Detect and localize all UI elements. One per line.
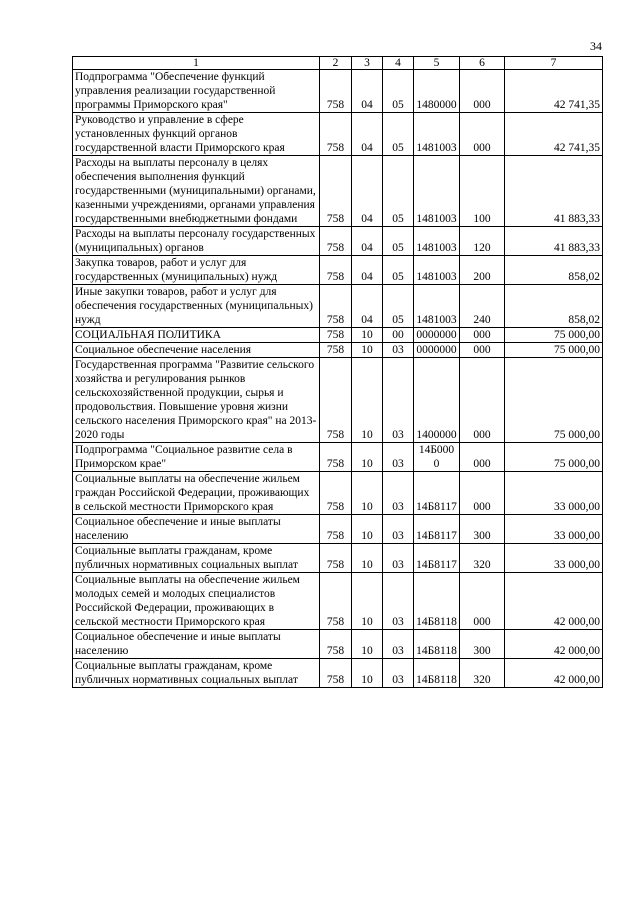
subsection-code-cell: 05 xyxy=(383,227,414,256)
ministry-code-cell: 758 xyxy=(320,256,352,285)
expense-type-code-cell: 000 xyxy=(460,573,505,630)
subsection-code-cell: 03 xyxy=(383,358,414,443)
amount-cell: 33 000,00 xyxy=(505,472,603,515)
column-header: 6 xyxy=(460,57,505,70)
table-row xyxy=(73,328,603,343)
ministry-code-cell: 758 xyxy=(320,515,352,544)
subsection-code-cell: 03 xyxy=(383,443,414,472)
expense-type-code-cell: 000 xyxy=(460,343,505,358)
subsection-code-cell: 03 xyxy=(383,573,414,630)
target-article-code-cell: 1481003 xyxy=(414,256,460,285)
section-code-cell: 10 xyxy=(352,328,383,343)
ministry-code-cell: 758 xyxy=(320,544,352,573)
target-article-code-cell: 1400000 xyxy=(414,358,460,443)
target-article-code-cell: 14Б8117 xyxy=(414,544,460,573)
subsection-code-cell: 05 xyxy=(383,156,414,227)
ministry-code-cell: 758 xyxy=(320,472,352,515)
amount-cell: 33 000,00 xyxy=(505,515,603,544)
section-code-cell: 10 xyxy=(352,630,383,659)
subsection-code-cell: 03 xyxy=(383,472,414,515)
expense-type-code-cell: 000 xyxy=(460,443,505,472)
section-code-cell: 10 xyxy=(352,573,383,630)
table-row xyxy=(73,659,603,688)
row-name-cell: Социальное обеспечение и иные выплаты населению xyxy=(73,515,320,544)
column-header: 1 xyxy=(73,57,320,70)
column-header: 4 xyxy=(383,57,414,70)
section-code-cell: 10 xyxy=(352,515,383,544)
target-article-code-cell: 1481003 xyxy=(414,156,460,227)
amount-cell: 75 000,00 xyxy=(505,328,603,343)
amount-cell: 858,02 xyxy=(505,285,603,328)
table-row xyxy=(73,544,603,573)
amount-cell: 33 000,00 xyxy=(505,544,603,573)
subsection-code-cell: 03 xyxy=(383,630,414,659)
amount-cell: 42 000,00 xyxy=(505,573,603,630)
row-name-cell: Подпрограмма "Обеспечение функций управления реализации государственной программы Приморского края" xyxy=(73,70,320,113)
subsection-code-cell: 00 xyxy=(383,328,414,343)
amount-cell: 41 883,33 xyxy=(505,227,603,256)
amount-cell: 42 741,35 xyxy=(505,70,603,113)
ministry-code-cell: 758 xyxy=(320,285,352,328)
subsection-code-cell: 05 xyxy=(383,113,414,156)
expense-type-code-cell: 000 xyxy=(460,328,505,343)
amount-cell: 858,02 xyxy=(505,256,603,285)
target-article-code-cell: 1481003 xyxy=(414,285,460,328)
subsection-code-cell: 03 xyxy=(383,544,414,573)
table-row xyxy=(73,573,603,630)
expense-type-code-cell: 320 xyxy=(460,544,505,573)
row-name-cell: Социальные выплаты на обеспечение жильем молодых семей и молодых специалистов Российской Федерации, проживающих в сельской местности Приморского края xyxy=(73,573,320,630)
section-code-cell: 04 xyxy=(352,70,383,113)
ministry-code-cell: 758 xyxy=(320,328,352,343)
section-code-cell: 10 xyxy=(352,358,383,443)
table-body xyxy=(73,70,603,688)
section-code-cell: 10 xyxy=(352,659,383,688)
expense-type-code-cell: 320 xyxy=(460,659,505,688)
amount-cell: 42 000,00 xyxy=(505,630,603,659)
column-header: 2 xyxy=(320,57,352,70)
row-name-cell: Иные закупки товаров, работ и услуг для обеспечения государственных (муниципальных) нужд xyxy=(73,285,320,328)
row-name-cell: Социальное обеспечение населения xyxy=(73,343,320,358)
row-name-cell: Государственная программа "Развитие сельского хозяйства и регулирования рынков сельскохозяйственной продукции, сырья и продовольствия. Повышение уровня жизни сельского населения Приморского края" на 2013-2020 годы xyxy=(73,358,320,443)
target-article-code-cell: 0000000 xyxy=(414,343,460,358)
target-article-code-cell: 14Б8117 xyxy=(414,515,460,544)
section-code-cell: 04 xyxy=(352,256,383,285)
section-code-cell: 04 xyxy=(352,113,383,156)
header-row xyxy=(73,57,603,70)
section-code-cell: 10 xyxy=(352,443,383,472)
subsection-code-cell: 05 xyxy=(383,256,414,285)
row-name-cell: Закупка товаров, работ и услуг для государственных (муниципальных) нужд xyxy=(73,256,320,285)
table-row xyxy=(73,472,603,515)
expense-type-code-cell: 200 xyxy=(460,256,505,285)
amount-cell: 75 000,00 xyxy=(505,443,603,472)
subsection-code-cell: 05 xyxy=(383,70,414,113)
table-row xyxy=(73,630,603,659)
row-name-cell: Подпрограмма "Социальное развитие села в Приморском крае" xyxy=(73,443,320,472)
section-code-cell: 10 xyxy=(352,544,383,573)
section-code-cell: 10 xyxy=(352,472,383,515)
expense-type-code-cell: 120 xyxy=(460,227,505,256)
expense-type-code-cell: 000 xyxy=(460,113,505,156)
target-article-code-cell: 14Б8118 xyxy=(414,630,460,659)
expense-type-code-cell: 240 xyxy=(460,285,505,328)
subsection-code-cell: 05 xyxy=(383,285,414,328)
subsection-code-cell: 03 xyxy=(383,515,414,544)
section-code-cell: 10 xyxy=(352,343,383,358)
ministry-code-cell: 758 xyxy=(320,358,352,443)
subsection-code-cell: 03 xyxy=(383,659,414,688)
row-name-cell: Социальные выплаты на обеспечение жильем граждан Российской Федерации, проживающих в сельской местности Приморского края xyxy=(73,472,320,515)
table-row xyxy=(73,70,603,113)
table-row xyxy=(73,256,603,285)
ministry-code-cell: 758 xyxy=(320,573,352,630)
row-name-cell: Социальное обеспечение и иные выплаты населению xyxy=(73,630,320,659)
table-row xyxy=(73,227,603,256)
table-row xyxy=(73,515,603,544)
row-name-cell: СОЦИАЛЬНАЯ ПОЛИТИКА xyxy=(73,328,320,343)
table-row xyxy=(73,443,603,472)
row-name-cell: Социальные выплаты гражданам, кроме публичных нормативных социальных выплат xyxy=(73,544,320,573)
section-code-cell: 04 xyxy=(352,285,383,328)
row-name-cell: Расходы на выплаты персоналу в целях обеспечения выполнения функций государственными (муниципальными) органами, казенными учреждениями, органами управления государственными внебюджетными фондами xyxy=(73,156,320,227)
ministry-code-cell: 758 xyxy=(320,630,352,659)
amount-cell: 42 000,00 xyxy=(505,659,603,688)
budget-table xyxy=(72,56,603,688)
table-row xyxy=(73,113,603,156)
target-article-code-cell: 1480000 xyxy=(414,70,460,113)
row-name-cell: Социальные выплаты гражданам, кроме публичных нормативных социальных выплат xyxy=(73,659,320,688)
table-row xyxy=(73,343,603,358)
ministry-code-cell: 758 xyxy=(320,659,352,688)
column-header: 5 xyxy=(414,57,460,70)
table-row xyxy=(73,285,603,328)
expense-type-code-cell: 100 xyxy=(460,156,505,227)
expense-type-code-cell: 000 xyxy=(460,472,505,515)
target-article-code-cell: 14Б0000 xyxy=(414,443,460,472)
ministry-code-cell: 758 xyxy=(320,156,352,227)
target-article-code-cell: 14Б8117 xyxy=(414,472,460,515)
target-article-code-cell: 14Б8118 xyxy=(414,573,460,630)
subsection-code-cell: 03 xyxy=(383,343,414,358)
ministry-code-cell: 758 xyxy=(320,113,352,156)
table-row xyxy=(73,358,603,443)
target-article-code-cell: 14Б8118 xyxy=(414,659,460,688)
expense-type-code-cell: 000 xyxy=(460,358,505,443)
expense-type-code-cell: 000 xyxy=(460,70,505,113)
column-header: 7 xyxy=(505,57,603,70)
expense-type-code-cell: 300 xyxy=(460,630,505,659)
column-header: 3 xyxy=(352,57,383,70)
target-article-code-cell: 1481003 xyxy=(414,113,460,156)
row-name-cell: Расходы на выплаты персоналу государственных (муниципальных) органов xyxy=(73,227,320,256)
table-header xyxy=(73,57,603,70)
amount-cell: 75 000,00 xyxy=(505,358,603,443)
target-article-code-cell: 0000000 xyxy=(414,328,460,343)
expense-type-code-cell: 300 xyxy=(460,515,505,544)
section-code-cell: 04 xyxy=(352,156,383,227)
ministry-code-cell: 758 xyxy=(320,343,352,358)
amount-cell: 42 741,35 xyxy=(505,113,603,156)
table-row xyxy=(73,156,603,227)
section-code-cell: 04 xyxy=(352,227,383,256)
ministry-code-cell: 758 xyxy=(320,227,352,256)
ministry-code-cell: 758 xyxy=(320,70,352,113)
row-name-cell: Руководство и управление в сфере установленных функций органов государственной власти Приморского края xyxy=(73,113,320,156)
target-article-code-cell: 1481003 xyxy=(414,227,460,256)
ministry-code-cell: 758 xyxy=(320,443,352,472)
amount-cell: 75 000,00 xyxy=(505,343,603,358)
amount-cell: 41 883,33 xyxy=(505,156,603,227)
page-number: 34 xyxy=(590,39,602,53)
